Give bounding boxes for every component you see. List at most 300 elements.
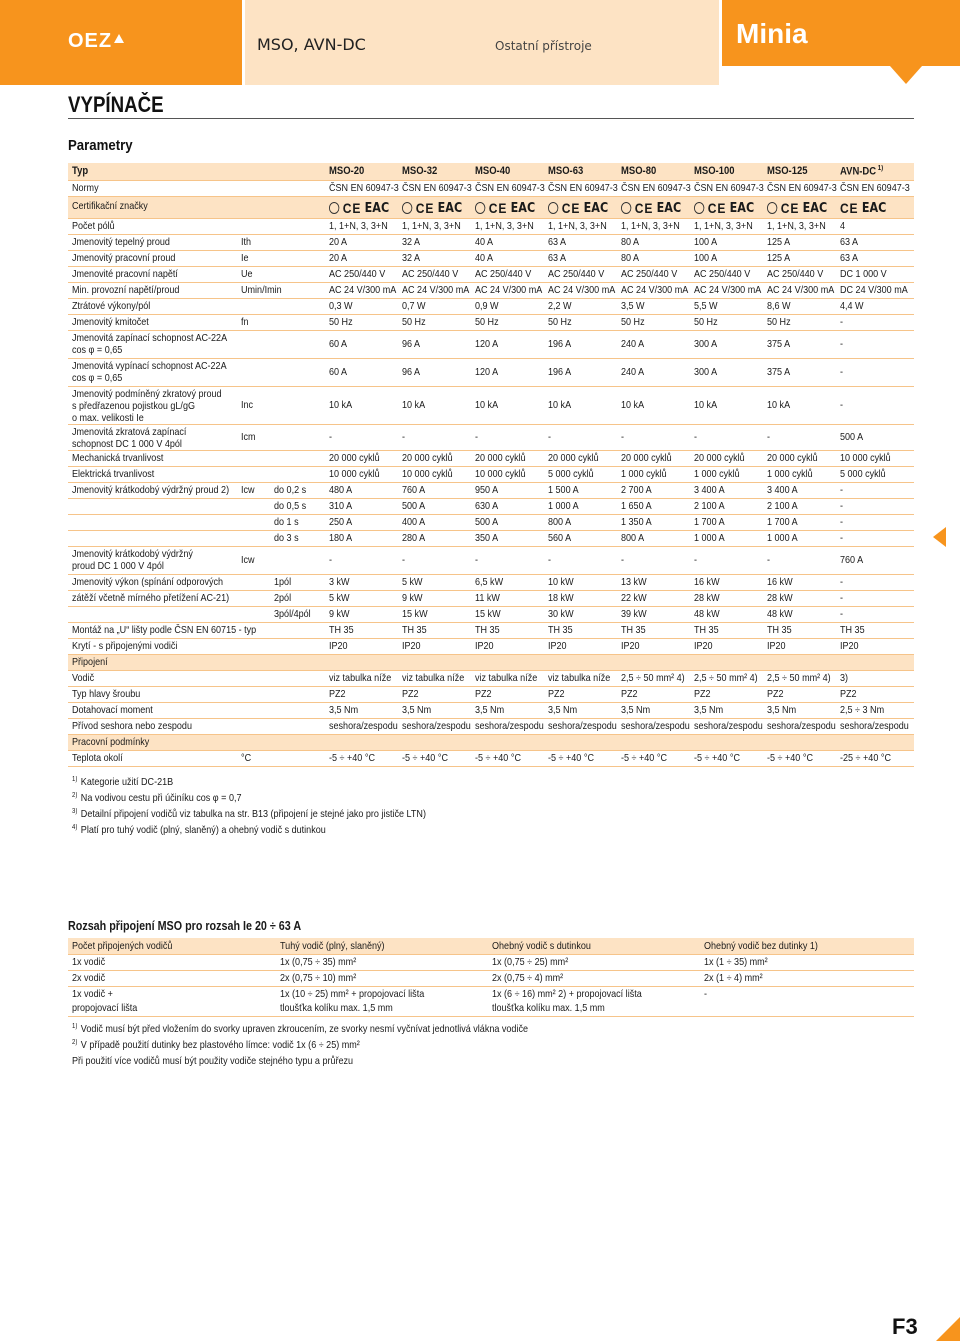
value-cell: 240 A bbox=[621, 366, 645, 378]
value-cell: tloušťka kolíku max. 1,5 mm bbox=[280, 1002, 393, 1014]
symbol-cell: °C bbox=[241, 752, 252, 764]
row-label: zátěží včetně mírného přetížení AC-21) bbox=[72, 592, 230, 604]
header-cell: Tuhý vodič (plný, slaněný) bbox=[280, 940, 385, 952]
value-cell: 560 A bbox=[548, 532, 572, 544]
value-cell: - bbox=[840, 366, 844, 378]
value-cell: 48 kW bbox=[694, 608, 720, 620]
cert-circle-icon bbox=[694, 202, 704, 214]
table-row bbox=[68, 547, 914, 575]
value-cell: seshora/zespodu bbox=[329, 720, 398, 732]
value-cell: - bbox=[621, 431, 625, 443]
value-cell: 20 000 cyklů bbox=[548, 452, 599, 464]
header-cell: MSO-100 bbox=[694, 165, 735, 177]
value-cell: 10 kA bbox=[329, 399, 353, 411]
value-cell: - bbox=[402, 431, 406, 443]
value-cell: 16 kW bbox=[694, 576, 720, 588]
value-cell: 1x (6 ÷ 16) mm² 2) + propojovací lišta bbox=[492, 988, 642, 1000]
value-cell: 1 500 A bbox=[548, 484, 579, 496]
footnote: $^{1)}$ Kategorie užití DC-21B bbox=[72, 776, 174, 788]
connection-title: Rozsah připojení MSO pro rozsah Ie 20 ÷ 63 A bbox=[68, 919, 302, 933]
value-cell: 80 A bbox=[621, 236, 640, 248]
brand-bar bbox=[722, 0, 960, 66]
row-label: Počet pólů bbox=[72, 220, 115, 232]
value-cell: 10 kA bbox=[475, 399, 499, 411]
cert-circle-icon bbox=[402, 202, 412, 214]
sub-label: 2pól bbox=[274, 592, 292, 604]
eac-mark: EAC bbox=[861, 200, 887, 216]
value-cell: viz tabulka níže bbox=[548, 672, 611, 684]
sub-label: do 0,2 s bbox=[274, 484, 307, 496]
value-cell: 80 A bbox=[621, 252, 640, 264]
row-label: Jmenovitá zkratová zapínací bbox=[72, 426, 187, 438]
value-cell: PZ2 bbox=[767, 688, 784, 700]
cert-circle-icon bbox=[767, 202, 777, 214]
value-cell: 50 Hz bbox=[767, 316, 791, 328]
header-cell: MSO-63 bbox=[548, 165, 584, 177]
section-row bbox=[68, 735, 914, 751]
symbol-cell: Icm bbox=[241, 431, 256, 443]
eac-mark: EAC bbox=[510, 200, 536, 216]
value-cell: 5 000 cyklů bbox=[548, 468, 594, 480]
value-cell: 3 kW bbox=[329, 576, 350, 588]
value-cell: 800 A bbox=[548, 516, 572, 528]
value-cell: 20 000 cyklů bbox=[329, 452, 380, 464]
table-row bbox=[68, 703, 914, 719]
row-label: Normy bbox=[72, 182, 99, 194]
value-cell: 10 kA bbox=[767, 399, 791, 411]
table-row bbox=[68, 671, 914, 687]
section-label: Připojení bbox=[72, 656, 108, 668]
sub-label: 3pól/4pól bbox=[274, 608, 311, 620]
symbol-cell: Icw bbox=[241, 484, 255, 496]
value-cell: 1x vodič bbox=[72, 956, 106, 968]
row-label: schopnost DC 1 000 V 4pól bbox=[72, 438, 182, 450]
value-cell: 1x (0,75 ÷ 35) mm² bbox=[280, 956, 357, 968]
value-cell: 3,5 Nm bbox=[694, 704, 724, 716]
table-row bbox=[68, 719, 914, 735]
value-cell: TH 35 bbox=[694, 624, 719, 636]
value-cell: TH 35 bbox=[548, 624, 573, 636]
header-cell: MSO-40 bbox=[475, 165, 511, 177]
value-cell: 1 000 cyklů bbox=[767, 468, 813, 480]
eac-mark: EAC bbox=[656, 200, 682, 216]
parameters-table bbox=[68, 163, 914, 767]
value-cell: 10 kA bbox=[694, 399, 718, 411]
value-cell: 15 kW bbox=[475, 608, 501, 620]
table-row bbox=[68, 451, 914, 467]
value-cell: PZ2 bbox=[475, 688, 492, 700]
value-cell: ČSN EN 60947-3 bbox=[840, 182, 910, 194]
row-label: Jmenovitý kmitočet bbox=[72, 316, 149, 328]
value-cell: 96 A bbox=[402, 338, 421, 350]
table-row bbox=[68, 387, 914, 425]
table-row bbox=[68, 751, 914, 767]
value-cell: seshora/zespodu bbox=[548, 720, 617, 732]
value-cell: propojovací lišta bbox=[72, 1002, 138, 1014]
value-cell: PZ2 bbox=[621, 688, 638, 700]
value-cell: 310 A bbox=[329, 500, 353, 512]
row-label: Jmenovitý pracovní proud bbox=[72, 252, 176, 264]
header-title: MSO, AVN-DC bbox=[257, 35, 366, 54]
table-row bbox=[68, 267, 914, 283]
value-cell: PZ2 bbox=[402, 688, 419, 700]
ce-mark: CE bbox=[415, 200, 435, 216]
value-cell: tloušťka kolíku max. 1,5 mm bbox=[492, 1002, 605, 1014]
table-header-row bbox=[68, 163, 914, 181]
value-cell: viz tabulka níže bbox=[329, 672, 392, 684]
connection-table bbox=[68, 938, 914, 1017]
value-cell: IP20 bbox=[767, 640, 786, 652]
value-cell: 2x (0,75 ÷ 4) mm² bbox=[492, 972, 564, 984]
value-cell: 375 A bbox=[767, 338, 791, 350]
value-cell: 40 A bbox=[475, 236, 494, 248]
value-cell: 2 100 A bbox=[694, 500, 725, 512]
ce-mark: CE bbox=[561, 200, 581, 216]
value-cell: 50 Hz bbox=[475, 316, 499, 328]
value-cell: PZ2 bbox=[329, 688, 346, 700]
side-arrow-icon bbox=[933, 527, 946, 547]
value-cell: 60 A bbox=[329, 338, 348, 350]
table-row bbox=[68, 575, 914, 591]
cert-marks bbox=[840, 200, 886, 216]
sub-label: 1pól bbox=[274, 576, 292, 588]
value-cell: PZ2 bbox=[694, 688, 711, 700]
value-cell: 50 Hz bbox=[402, 316, 426, 328]
cert-marks bbox=[694, 200, 754, 216]
row-label: Teplota okolí bbox=[72, 752, 123, 764]
connection-footnotes bbox=[72, 1023, 602, 1071]
value-cell: - bbox=[840, 316, 844, 328]
ce-mark: CE bbox=[780, 200, 800, 216]
ce-mark: CE bbox=[707, 200, 727, 216]
table-row bbox=[68, 955, 914, 971]
value-cell: AC 24 V/300 mA bbox=[694, 284, 762, 296]
value-cell: 32 A bbox=[402, 236, 421, 248]
value-cell: - bbox=[840, 608, 844, 620]
header-cell: AVN-DC $^{1)}$ bbox=[840, 165, 884, 178]
eac-mark: EAC bbox=[364, 200, 390, 216]
value-cell: AC 24 V/300 mA bbox=[621, 284, 689, 296]
value-cell: 1 000 cyklů bbox=[621, 468, 667, 480]
value-cell: 120 A bbox=[475, 338, 499, 350]
value-cell: - bbox=[840, 532, 844, 544]
ce-mark: CE bbox=[342, 200, 362, 216]
footnote: $^{4)}$ Platí pro tuhý vodič (plný, slaněný) a ohebný vodič s dutinkou bbox=[72, 824, 326, 836]
value-cell: 40 A bbox=[475, 252, 494, 264]
value-cell: seshora/zespodu bbox=[840, 720, 909, 732]
value-cell: seshora/zespodu bbox=[694, 720, 763, 732]
value-cell: 800 A bbox=[621, 532, 645, 544]
value-cell: AC 250/440 V bbox=[402, 268, 459, 280]
table-row bbox=[68, 971, 914, 987]
value-cell: 1x (0,75 ÷ 25) mm² bbox=[492, 956, 569, 968]
value-cell: - bbox=[767, 431, 771, 443]
row-label: s předřazenou pojistkou gL/gG bbox=[72, 400, 195, 412]
value-cell: 18 kW bbox=[548, 592, 574, 604]
value-cell: 480 A bbox=[329, 484, 353, 496]
symbol-cell: fn bbox=[241, 316, 249, 328]
row-label: Certifikační značky bbox=[72, 200, 148, 212]
ce-mark: CE bbox=[840, 200, 859, 216]
value-cell: 10 000 cyklů bbox=[402, 468, 453, 480]
section-row bbox=[68, 655, 914, 671]
value-cell: IP20 bbox=[402, 640, 421, 652]
value-cell: 63 A bbox=[840, 236, 859, 248]
sub-label: do 0,5 s bbox=[274, 500, 307, 512]
value-cell: 20 000 cyklů bbox=[694, 452, 745, 464]
table-row bbox=[68, 299, 914, 315]
value-cell: IP20 bbox=[329, 640, 348, 652]
row-label: cos φ = 0,65 bbox=[72, 344, 123, 356]
value-cell: 50 Hz bbox=[329, 316, 353, 328]
table-row bbox=[68, 331, 914, 359]
value-cell: AC 250/440 V bbox=[475, 268, 532, 280]
value-cell: 16 kW bbox=[767, 576, 793, 588]
title-divider bbox=[68, 118, 914, 119]
value-cell: 1, 1+N, 3, 3+N bbox=[767, 220, 826, 232]
cert-circle-icon bbox=[475, 202, 485, 214]
table-header-row bbox=[68, 938, 914, 955]
value-cell: 1 700 A bbox=[694, 516, 725, 528]
value-cell: - bbox=[329, 431, 333, 443]
value-cell: 48 kW bbox=[767, 608, 793, 620]
value-cell: 1, 1+N, 3, 3+N bbox=[621, 220, 680, 232]
value-cell: 13 kW bbox=[621, 576, 647, 588]
ce-mark: CE bbox=[488, 200, 508, 216]
value-cell: 3 400 A bbox=[767, 484, 798, 496]
table-row bbox=[68, 235, 914, 251]
value-cell: - bbox=[840, 399, 844, 411]
value-cell: viz tabulka níže bbox=[402, 672, 465, 684]
value-cell: 30 kW bbox=[548, 608, 574, 620]
value-cell: 1 700 A bbox=[767, 516, 798, 528]
section-title: Parametry bbox=[68, 137, 133, 154]
value-cell: -5 ÷ +40 °C bbox=[548, 752, 594, 764]
eac-mark: EAC bbox=[729, 200, 755, 216]
table-row bbox=[68, 283, 914, 299]
row-label: Jmenovitá zapínací schopnost AC-22A bbox=[72, 332, 228, 344]
cert-circle-icon bbox=[548, 202, 558, 214]
value-cell: - bbox=[475, 554, 479, 566]
header-cell: MSO-32 bbox=[402, 165, 438, 177]
table-row bbox=[68, 499, 914, 515]
ce-mark: CE bbox=[634, 200, 654, 216]
value-cell: 3,5 Nm bbox=[329, 704, 359, 716]
symbol-cell: Ith bbox=[241, 236, 252, 248]
value-cell: - bbox=[840, 338, 844, 350]
brand-name: Minia bbox=[736, 18, 808, 49]
value-cell: DC 24 V/300 mA bbox=[840, 284, 908, 296]
table-row bbox=[68, 467, 914, 483]
eac-mark: EAC bbox=[437, 200, 463, 216]
value-cell: viz tabulka níže bbox=[475, 672, 538, 684]
header-cell: Počet připojených vodičů bbox=[72, 940, 173, 952]
value-cell: TH 35 bbox=[621, 624, 646, 636]
value-cell: - bbox=[621, 554, 625, 566]
table-row bbox=[68, 531, 914, 547]
value-cell: - bbox=[694, 431, 698, 443]
value-cell: 4 bbox=[840, 220, 846, 232]
value-cell: DC 1 000 V bbox=[840, 268, 887, 280]
value-cell: TH 35 bbox=[475, 624, 500, 636]
value-cell: - bbox=[694, 554, 698, 566]
value-cell: 2 700 A bbox=[621, 484, 652, 496]
value-cell: -25 ÷ +40 °C bbox=[840, 752, 891, 764]
value-cell: TH 35 bbox=[767, 624, 792, 636]
value-cell: ČSN EN 60947-3 bbox=[694, 182, 764, 194]
cert-marks bbox=[402, 200, 462, 216]
table-row bbox=[68, 197, 914, 219]
value-cell: 280 A bbox=[402, 532, 426, 544]
footnote: $^{3)}$ Detailní připojení vodičů viz tabulka na str. B13 (připojení je stejné jako pro jističe LTN) bbox=[72, 808, 426, 820]
table-row bbox=[68, 425, 914, 451]
value-cell: - bbox=[840, 576, 844, 588]
row-label: Jmenovitý podmíněný zkratový proud bbox=[72, 388, 222, 400]
value-cell: 10 000 cyklů bbox=[329, 468, 380, 480]
value-cell: 50 Hz bbox=[621, 316, 645, 328]
value-cell: - bbox=[475, 431, 479, 443]
table-row bbox=[68, 181, 914, 197]
value-cell: 240 A bbox=[621, 338, 645, 350]
value-cell: 96 A bbox=[402, 366, 421, 378]
row-label: Mechanická trvanlivost bbox=[72, 452, 164, 464]
page-title: VYPÍNAČE bbox=[68, 92, 164, 117]
value-cell: -5 ÷ +40 °C bbox=[402, 752, 448, 764]
value-cell: 120 A bbox=[475, 366, 499, 378]
table-row bbox=[68, 687, 914, 703]
value-cell: 125 A bbox=[767, 252, 791, 264]
table-row bbox=[68, 607, 914, 623]
table-row bbox=[68, 359, 914, 387]
value-cell: AC 24 V/300 mA bbox=[475, 284, 543, 296]
cert-marks bbox=[621, 200, 681, 216]
footnote: $^{1)}$ Vodič musí být před vložením do svorky upraven zkroucením, ze svorky nesmí vyčnívat jednotlivá vlákna vodiče bbox=[72, 1023, 528, 1035]
value-cell: 20 000 cyklů bbox=[767, 452, 818, 464]
footnote: Při použití více vodičů musí být použity vodiče stejného typu a průřezu bbox=[72, 1055, 354, 1067]
value-cell: TH 35 bbox=[329, 624, 354, 636]
value-cell: 5,5 W bbox=[694, 300, 718, 312]
value-cell: 3,5 Nm bbox=[548, 704, 578, 716]
row-label: Min. provozní napětí/proud bbox=[72, 284, 180, 296]
value-cell: 1 650 A bbox=[621, 500, 652, 512]
value-cell: 760 A bbox=[840, 554, 864, 566]
table-row bbox=[68, 315, 914, 331]
value-cell: 196 A bbox=[548, 366, 572, 378]
value-cell: -5 ÷ +40 °C bbox=[329, 752, 375, 764]
value-cell: 125 A bbox=[767, 236, 791, 248]
value-cell: 3,5 Nm bbox=[402, 704, 432, 716]
header-cell: Typ bbox=[72, 165, 89, 177]
value-cell: 15 kW bbox=[402, 608, 428, 620]
footnotes bbox=[72, 776, 484, 840]
value-cell: - bbox=[840, 592, 844, 604]
value-cell: 1, 1+N, 3, 3+N bbox=[402, 220, 461, 232]
footnote: $^{2)}$ V případě použití dutinky bez plastového límce: vodič 1x (6 ÷ 25) mm² bbox=[72, 1039, 360, 1051]
value-cell: 28 kW bbox=[767, 592, 793, 604]
value-cell: 1, 1+N, 3, 3+N bbox=[475, 220, 534, 232]
value-cell: 3) bbox=[840, 672, 849, 684]
value-cell: 2x (1 ÷ 4) mm² bbox=[704, 972, 763, 984]
value-cell: -5 ÷ +40 °C bbox=[621, 752, 667, 764]
value-cell: 300 A bbox=[694, 366, 718, 378]
value-cell: 0,7 W bbox=[402, 300, 426, 312]
row-label: Jmenovitý tepelný proud bbox=[72, 236, 170, 248]
value-cell: 1, 1+N, 3, 3+N bbox=[694, 220, 753, 232]
value-cell: -5 ÷ +40 °C bbox=[475, 752, 521, 764]
value-cell: IP20 bbox=[840, 640, 859, 652]
row-label: Montáž na „U“ lišty podle ČSN EN 60715 - typ bbox=[72, 624, 257, 636]
value-cell: 50 Hz bbox=[694, 316, 718, 328]
sub-label: do 1 s bbox=[274, 516, 299, 528]
value-cell: 3,5 Nm bbox=[621, 704, 651, 716]
row-label: Dotahovací moment bbox=[72, 704, 153, 716]
value-cell: seshora/zespodu bbox=[621, 720, 690, 732]
value-cell: seshora/zespodu bbox=[475, 720, 544, 732]
value-cell: 250 A bbox=[329, 516, 353, 528]
value-cell: 4,4 W bbox=[840, 300, 864, 312]
row-label: Typ hlavy šroubu bbox=[72, 688, 141, 700]
value-cell: 3,5 Nm bbox=[767, 704, 797, 716]
value-cell: 63 A bbox=[548, 236, 567, 248]
value-cell: 1, 1+N, 3, 3+N bbox=[329, 220, 388, 232]
value-cell: AC 24 V/300 mA bbox=[402, 284, 470, 296]
value-cell: 760 A bbox=[402, 484, 426, 496]
value-cell: AC 250/440 V bbox=[767, 268, 824, 280]
value-cell: 39 kW bbox=[621, 608, 647, 620]
value-cell: 11 kW bbox=[475, 592, 500, 604]
value-cell: 196 A bbox=[548, 338, 572, 350]
value-cell: 60 A bbox=[329, 366, 348, 378]
row-label: Krytí - s připojenými vodiči bbox=[72, 640, 178, 652]
value-cell: 5 kW bbox=[329, 592, 350, 604]
value-cell: PZ2 bbox=[840, 688, 857, 700]
value-cell: 2,5 ÷ 50 mm² 4) bbox=[621, 672, 685, 684]
value-cell: 32 A bbox=[402, 252, 421, 264]
value-cell: 500 A bbox=[840, 431, 864, 443]
symbol-cell: Ie bbox=[241, 252, 249, 264]
value-cell: - bbox=[840, 484, 844, 496]
value-cell: seshora/zespodu bbox=[402, 720, 471, 732]
value-cell: 22 kW bbox=[621, 592, 647, 604]
row-label: Přívod seshora nebo zespodu bbox=[72, 720, 192, 732]
eac-mark: EAC bbox=[583, 200, 609, 216]
table-row bbox=[68, 639, 914, 655]
value-cell: 10 000 cyklů bbox=[840, 452, 891, 464]
value-cell: 10 kA bbox=[402, 399, 426, 411]
value-cell: 6,5 kW bbox=[475, 576, 504, 588]
value-cell: 1, 1+N, 3, 3+N bbox=[548, 220, 607, 232]
cert-marks bbox=[475, 200, 535, 216]
symbol-cell: Inc bbox=[241, 399, 254, 411]
row-label: Jmenovitý krátkodobý výdržný bbox=[72, 548, 193, 560]
page-header bbox=[0, 0, 960, 88]
table-row bbox=[68, 987, 914, 1017]
row-label: Jmenovitý výkon (spínání odporových bbox=[72, 576, 224, 588]
value-cell: 0,3 W bbox=[329, 300, 353, 312]
value-cell: 180 A bbox=[329, 532, 353, 544]
value-cell: ČSN EN 60947-3 bbox=[548, 182, 618, 194]
row-label: Jmenovité pracovní napětí bbox=[72, 268, 178, 280]
footnote: $^{2)}$ Na vodivou cestu při účiníku cos φ = 0,7 bbox=[72, 792, 242, 804]
value-cell: 2x (0,75 ÷ 10) mm² bbox=[280, 972, 357, 984]
value-cell: 10 kA bbox=[548, 399, 572, 411]
symbol-cell: Umin/Imin bbox=[241, 284, 282, 296]
value-cell: 500 A bbox=[402, 500, 426, 512]
value-cell: ČSN EN 60947-3 bbox=[475, 182, 545, 194]
value-cell: 630 A bbox=[475, 500, 499, 512]
value-cell: 1x (1 ÷ 35) mm² bbox=[704, 956, 768, 968]
title-bar bbox=[245, 0, 719, 85]
